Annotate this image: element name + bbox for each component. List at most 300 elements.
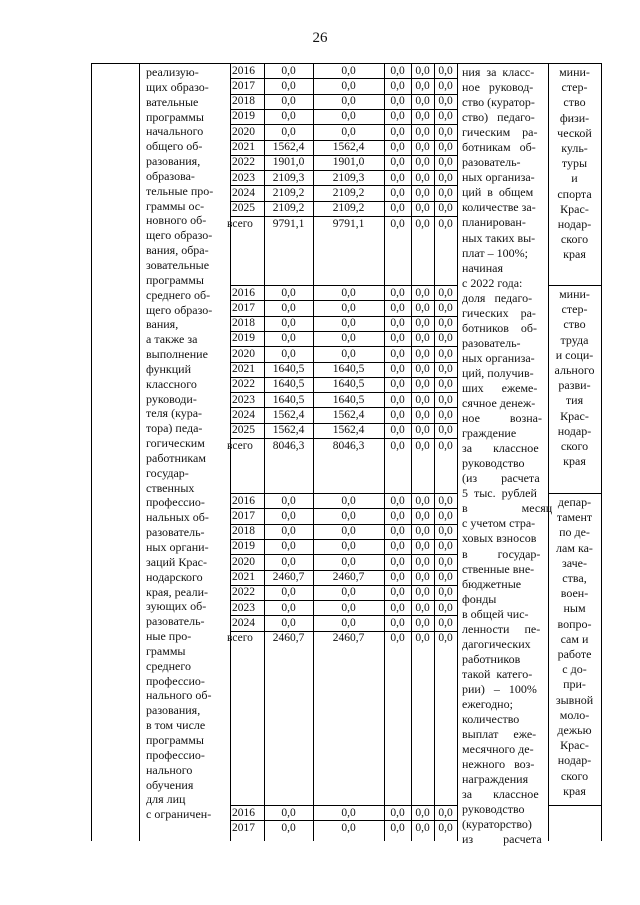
- total-cell: 1640,5: [272, 378, 305, 391]
- program-line: щего образо-: [146, 302, 213, 317]
- indicator-line: с 2022 года:: [462, 275, 523, 290]
- budget-cell: 0,0: [341, 64, 356, 77]
- local-cell: 0,0: [415, 79, 430, 92]
- executor-separator: [548, 493, 601, 494]
- program-line: государ-: [146, 465, 189, 480]
- executor-line: нодар-: [557, 753, 592, 768]
- indicator-line: работников: [462, 651, 521, 666]
- column-rule: [91, 63, 92, 841]
- executor-line: ального: [554, 363, 595, 378]
- indicator-line: месячного де-: [462, 742, 534, 757]
- program-line: нодарского: [146, 569, 203, 584]
- year-cell: 2018: [232, 317, 255, 330]
- year-cell: 2021: [232, 141, 255, 153]
- total-cell: 2109,2: [272, 202, 305, 215]
- federal-cell: 0,0: [390, 363, 405, 375]
- executor-separator: [548, 285, 601, 286]
- program-line: вательные: [146, 94, 199, 109]
- executor-line: физи-: [559, 110, 590, 125]
- budget-cell: 0,0: [341, 540, 356, 553]
- budget-cell: 0,0: [341, 95, 356, 108]
- total-cell: 0,0: [281, 821, 296, 834]
- federal-cell: 0,0: [390, 586, 405, 599]
- program-line: тора) педа-: [146, 421, 203, 436]
- local-cell: 0,0: [415, 186, 430, 199]
- executor-line: нодар-: [557, 423, 592, 438]
- executor-line: края: [563, 247, 586, 262]
- year-cell: 2016: [232, 806, 255, 819]
- indicator-line: ство) педаго-: [462, 110, 535, 125]
- indicator-line: планирован-: [462, 215, 526, 230]
- budget-cell: 0,0: [341, 555, 356, 568]
- total-cell: 9791,1: [272, 217, 305, 230]
- federal-cell: 0,0: [390, 806, 405, 819]
- total-cell: 8046,3: [272, 439, 305, 452]
- program-line: работникам: [146, 450, 206, 465]
- offbudget-cell: 0,0: [438, 601, 453, 614]
- total-cell: 0,0: [281, 95, 296, 108]
- executor-line: при-: [563, 677, 586, 692]
- executor-line: края: [563, 454, 586, 469]
- federal-cell: 0,0: [390, 317, 405, 330]
- indicator-line: награждения: [462, 772, 529, 787]
- total-cell: 0,0: [281, 301, 296, 314]
- federal-cell: 0,0: [390, 555, 405, 568]
- program-line: а также за: [146, 332, 198, 347]
- indicator-line: ежегодно;: [462, 696, 513, 711]
- indicator-line: такой катего-: [462, 666, 533, 681]
- federal-cell: 0,0: [390, 156, 405, 169]
- year-cell: всего: [227, 632, 253, 645]
- total-cell: 2460,7: [272, 571, 305, 583]
- federal-cell: 0,0: [390, 186, 405, 199]
- federal-cell: 0,0: [390, 494, 405, 507]
- executor-line: ство: [563, 317, 586, 332]
- offbudget-cell: 0,0: [438, 571, 453, 583]
- indicator-line: рии) – 100%: [462, 681, 537, 696]
- total-cell: 0,0: [281, 110, 296, 123]
- executor-name: [548, 287, 601, 469]
- local-cell: 0,0: [415, 424, 430, 437]
- indicator-line: в государ-: [462, 546, 541, 561]
- year-cell: 2019: [232, 332, 255, 345]
- year-cell: 2018: [232, 525, 255, 538]
- program-line: разования,: [146, 154, 201, 169]
- federal-cell: 0,0: [390, 217, 405, 230]
- program-line: выполнение: [146, 347, 208, 362]
- column-rule: [457, 63, 458, 841]
- executor-line: по де-: [559, 525, 590, 540]
- federal-cell: 0,0: [390, 141, 405, 153]
- program-line: профессио-: [146, 747, 205, 762]
- local-cell: 0,0: [415, 332, 430, 345]
- indicator-line: разователь-: [462, 155, 521, 170]
- offbudget-cell: 0,0: [438, 821, 453, 834]
- indicator-description: [462, 65, 552, 847]
- offbudget-cell: 0,0: [438, 110, 453, 123]
- program-description: [146, 65, 213, 822]
- indicator-line: (кураторство): [462, 817, 532, 832]
- year-cell: 2017: [232, 79, 255, 92]
- program-line: в том числе: [146, 718, 206, 733]
- total-cell: 0,0: [281, 525, 296, 538]
- budget-cell: 0,0: [341, 332, 356, 345]
- local-cell: 0,0: [415, 202, 430, 215]
- total-cell: 2460,7: [272, 632, 305, 645]
- program-line: теля (кура-: [146, 406, 203, 421]
- indicator-line: из расчета: [462, 832, 542, 847]
- year-cell: 2017: [232, 509, 255, 522]
- total-cell: 2109,3: [272, 171, 305, 184]
- executor-line: воен-: [560, 586, 589, 601]
- local-cell: 0,0: [415, 317, 430, 330]
- executor-line: труда: [560, 332, 589, 347]
- federal-cell: 0,0: [390, 202, 405, 215]
- total-cell: 1562,4: [272, 141, 305, 153]
- indicator-line: бюджетные: [462, 576, 522, 591]
- offbudget-cell: 0,0: [438, 806, 453, 819]
- budget-cell: 1562,4: [332, 424, 365, 437]
- offbudget-cell: 0,0: [438, 494, 453, 507]
- federal-cell: 0,0: [390, 301, 405, 314]
- program-line: разования,: [146, 703, 201, 718]
- program-line: руководи-: [146, 391, 197, 406]
- indicator-line: в общей чис-: [462, 606, 529, 621]
- local-cell: 0,0: [415, 64, 430, 77]
- program-line: нальных об-: [146, 510, 209, 525]
- total-cell: 1901,0: [272, 156, 305, 169]
- budget-cell: 9791,1: [332, 217, 365, 230]
- offbudget-cell: 0,0: [438, 186, 453, 199]
- offbudget-cell: 0,0: [438, 540, 453, 553]
- federal-cell: 0,0: [390, 95, 405, 108]
- program-line: новного об-: [146, 213, 207, 228]
- indicator-line: фонды: [462, 591, 497, 606]
- year-cell: 2019: [232, 110, 255, 123]
- executor-line: с до-: [562, 662, 587, 677]
- program-line: разователь-: [146, 614, 205, 629]
- executor-line: вопро-: [557, 616, 592, 631]
- total-cell: 0,0: [281, 125, 296, 138]
- federal-cell: 0,0: [390, 571, 405, 583]
- year-cell: 2016: [232, 64, 255, 77]
- program-line: края, реали-: [146, 584, 208, 599]
- year-cell: 2018: [232, 95, 255, 108]
- executor-line: Крас-: [560, 408, 589, 423]
- budget-cell: 1640,5: [332, 393, 365, 406]
- program-line: гогическим: [146, 436, 205, 451]
- local-cell: 0,0: [415, 363, 430, 375]
- program-line: программы: [146, 732, 204, 747]
- year-cell: 2016: [232, 286, 255, 299]
- indicator-line: доля педаго-: [462, 290, 533, 305]
- total-cell: 0,0: [281, 286, 296, 299]
- executor-name: [548, 65, 601, 263]
- executor-line: и соци-: [555, 347, 594, 362]
- year-cell: 2021: [232, 363, 255, 375]
- year-cell: 2025: [232, 424, 255, 437]
- federal-cell: 0,0: [390, 64, 405, 77]
- federal-cell: 0,0: [390, 821, 405, 834]
- federal-cell: 0,0: [390, 525, 405, 538]
- budget-cell: 1901,0: [332, 156, 365, 169]
- indicator-line: за классное: [462, 441, 539, 456]
- federal-cell: 0,0: [390, 408, 405, 421]
- indicator-line: количество: [462, 712, 520, 727]
- budget-cell: 1640,5: [332, 363, 365, 375]
- budget-cell: 0,0: [341, 79, 356, 92]
- budget-cell: 0,0: [341, 616, 356, 629]
- column-rule: [601, 63, 602, 841]
- total-cell: 0,0: [281, 555, 296, 568]
- local-cell: 0,0: [415, 555, 430, 568]
- federal-cell: 0,0: [390, 509, 405, 522]
- indicator-line: ботникам об-: [462, 140, 536, 155]
- offbudget-cell: 0,0: [438, 286, 453, 299]
- federal-cell: 0,0: [390, 393, 405, 406]
- indicator-line: ленности пе-: [462, 621, 541, 636]
- year-cell: 2020: [232, 555, 255, 568]
- local-cell: 0,0: [415, 301, 430, 314]
- offbudget-cell: 0,0: [438, 586, 453, 599]
- total-cell: 0,0: [281, 616, 296, 629]
- indicator-line: количестве за-: [462, 200, 536, 215]
- offbudget-cell: 0,0: [438, 525, 453, 538]
- indicator-line: ство (куратор-: [462, 95, 535, 110]
- indicator-line: ственные вне-: [462, 561, 535, 576]
- federal-cell: 0,0: [390, 424, 405, 437]
- indicator-line: за классное: [462, 787, 539, 802]
- executor-line: мини-: [559, 65, 590, 79]
- indicator-line: выплат еже-: [462, 727, 537, 742]
- year-cell: 2019: [232, 540, 255, 553]
- budget-cell: 8046,3: [332, 439, 365, 452]
- executor-line: Крас-: [560, 738, 589, 753]
- total-cell: 0,0: [281, 64, 296, 77]
- local-cell: 0,0: [415, 525, 430, 538]
- offbudget-cell: 0,0: [438, 363, 453, 375]
- indicator-line: ных организа-: [462, 350, 535, 365]
- total-cell: 0,0: [281, 540, 296, 553]
- executor-name: [548, 495, 601, 799]
- executor-line: депар-: [557, 495, 592, 509]
- executor-line: ского: [560, 768, 589, 783]
- year-cell: 2022: [232, 378, 255, 391]
- budget-cell: 0,0: [341, 525, 356, 538]
- program-line: реализую-: [146, 65, 199, 79]
- indicator-line: дагогических: [462, 636, 531, 651]
- executor-line: тамент: [556, 510, 593, 525]
- budget-cell: 2109,3: [332, 171, 365, 184]
- budget-cell: 0,0: [341, 494, 356, 507]
- executor-line: ство: [563, 95, 586, 110]
- budget-cell: 0,0: [341, 317, 356, 330]
- year-cell: 2016: [232, 494, 255, 507]
- executor-line: работе: [557, 647, 592, 662]
- executor-line: нодар-: [557, 217, 592, 232]
- local-cell: 0,0: [415, 95, 430, 108]
- executor-line: стер-: [561, 80, 588, 95]
- program-line: среднего: [146, 658, 191, 673]
- offbudget-cell: 0,0: [438, 424, 453, 437]
- year-cell: 2024: [232, 616, 255, 629]
- total-cell: 0,0: [281, 332, 296, 345]
- local-cell: 0,0: [415, 571, 430, 583]
- executor-line: зывной: [555, 692, 594, 707]
- indicator-line: ций, получив-: [462, 365, 534, 380]
- offbudget-cell: 0,0: [438, 202, 453, 215]
- year-cell: 2022: [232, 156, 255, 169]
- budget-cell: 1640,5: [332, 378, 365, 391]
- executor-separator: [548, 805, 601, 806]
- local-cell: 0,0: [415, 586, 430, 599]
- indicator-line: ных таких вы-: [462, 230, 536, 245]
- program-line: профессио-: [146, 673, 205, 688]
- indicator-line: руководство: [462, 456, 525, 471]
- program-line: ных органи-: [146, 540, 209, 554]
- offbudget-cell: 0,0: [438, 171, 453, 184]
- indicator-line: 5 тыс. рублей: [462, 486, 537, 501]
- local-cell: 0,0: [415, 540, 430, 553]
- budget-cell: 0,0: [341, 586, 356, 599]
- offbudget-cell: 0,0: [438, 317, 453, 330]
- year-cell: 2020: [232, 347, 255, 360]
- local-cell: 0,0: [415, 171, 430, 184]
- federal-cell: 0,0: [390, 439, 405, 452]
- indicator-line: руководство: [462, 802, 525, 817]
- program-line: программы: [146, 109, 204, 124]
- total-cell: 0,0: [281, 509, 296, 522]
- indicator-line: гических ра-: [462, 305, 536, 320]
- year-cell: 2025: [232, 202, 255, 215]
- offbudget-cell: 0,0: [438, 632, 453, 645]
- year-cell: 2023: [232, 601, 255, 614]
- executor-line: ческой: [557, 125, 592, 140]
- offbudget-cell: 0,0: [438, 378, 453, 391]
- program-line: вания,: [146, 317, 179, 332]
- indicator-line: разователь-: [462, 335, 521, 350]
- program-line: щего образо-: [146, 228, 213, 243]
- budget-cell: 0,0: [341, 601, 356, 614]
- year-cell: 2023: [232, 393, 255, 406]
- offbudget-cell: 0,0: [438, 439, 453, 452]
- program-line: с ограничен-: [146, 807, 212, 822]
- executor-line: моло-: [559, 707, 590, 722]
- program-line: зовательные: [146, 257, 210, 272]
- federal-cell: 0,0: [390, 378, 405, 391]
- program-line: начального: [146, 124, 204, 139]
- offbudget-cell: 0,0: [438, 408, 453, 421]
- executor-line: куль-: [561, 141, 588, 156]
- local-cell: 0,0: [415, 125, 430, 138]
- executor-line: Крас-: [560, 201, 589, 216]
- executor-line: лам ка-: [556, 540, 593, 555]
- offbudget-cell: 0,0: [438, 64, 453, 77]
- local-cell: 0,0: [415, 408, 430, 421]
- executor-line: дежью: [557, 723, 592, 738]
- program-line: нального: [146, 762, 193, 777]
- indicator-line: начиная: [462, 260, 503, 275]
- indicator-line: сячное денеж-: [462, 396, 536, 411]
- offbudget-cell: 0,0: [438, 217, 453, 230]
- program-line: заций Крас-: [146, 554, 207, 569]
- offbudget-cell: 0,0: [438, 393, 453, 406]
- total-cell: 1640,5: [272, 393, 305, 406]
- executor-line: ства,: [562, 571, 587, 586]
- offbudget-cell: 0,0: [438, 332, 453, 345]
- offbudget-cell: 0,0: [438, 141, 453, 153]
- executor-line: ского: [560, 232, 589, 247]
- offbudget-cell: 0,0: [438, 95, 453, 108]
- executor-line: туры: [561, 156, 588, 171]
- total-cell: 0,0: [281, 494, 296, 507]
- program-line: граммы: [146, 643, 186, 658]
- total-cell: 0,0: [281, 806, 296, 819]
- program-line: программы: [146, 272, 204, 287]
- indicator-line: плат – 100%;: [462, 245, 528, 260]
- budget-cell: 1562,4: [332, 141, 365, 153]
- executor-line: спорта: [557, 186, 592, 201]
- year-cell: всего: [227, 439, 253, 452]
- program-line: функций: [146, 361, 191, 376]
- indicator-line: ботников об-: [462, 320, 538, 335]
- local-cell: 0,0: [415, 616, 430, 629]
- indicator-line: ций в общем: [462, 185, 534, 200]
- year-cell: 2024: [232, 408, 255, 421]
- executor-line: и: [571, 171, 578, 186]
- budget-cell: 0,0: [341, 301, 356, 314]
- budget-cell: 0,0: [341, 110, 356, 123]
- total-cell: 1562,4: [272, 408, 305, 421]
- offbudget-cell: 0,0: [438, 555, 453, 568]
- local-cell: 0,0: [415, 347, 430, 360]
- program-line: разователь-: [146, 525, 205, 540]
- program-line: профессио-: [146, 495, 205, 510]
- year-cell: 2017: [232, 301, 255, 314]
- local-cell: 0,0: [415, 141, 430, 153]
- local-cell: 0,0: [415, 439, 430, 452]
- indicator-line: гическим ра-: [462, 125, 538, 140]
- executor-line: заче-: [562, 555, 587, 570]
- federal-cell: 0,0: [390, 540, 405, 553]
- budget-cell: 2109,2: [332, 202, 365, 215]
- budget-cell: 2460,7: [332, 632, 365, 645]
- budget-cell: 0,0: [341, 806, 356, 819]
- executor-line: тия: [565, 393, 584, 408]
- budget-cell: 1562,4: [332, 408, 365, 421]
- year-cell: 2020: [232, 125, 255, 138]
- indicator-line: (из расчета: [462, 471, 540, 486]
- budget-cell: 0,0: [341, 347, 356, 360]
- federal-cell: 0,0: [390, 286, 405, 299]
- offbudget-cell: 0,0: [438, 509, 453, 522]
- program-line: обучения: [146, 777, 194, 792]
- budget-cell: 0,0: [341, 286, 356, 299]
- year-cell: 2021: [232, 571, 255, 583]
- offbudget-cell: 0,0: [438, 616, 453, 629]
- total-cell: 2109,2: [272, 186, 305, 199]
- indicator-line: в месяц: [462, 501, 553, 516]
- federal-cell: 0,0: [390, 79, 405, 92]
- program-line: общего об-: [146, 139, 203, 154]
- program-line: ственных: [146, 480, 195, 495]
- indicator-line: ших ежеме-: [462, 380, 538, 395]
- budget-cell: 0,0: [341, 509, 356, 522]
- federal-cell: 0,0: [390, 616, 405, 629]
- program-line: классного: [146, 376, 197, 391]
- offbudget-cell: 0,0: [438, 79, 453, 92]
- total-cell: 0,0: [281, 601, 296, 614]
